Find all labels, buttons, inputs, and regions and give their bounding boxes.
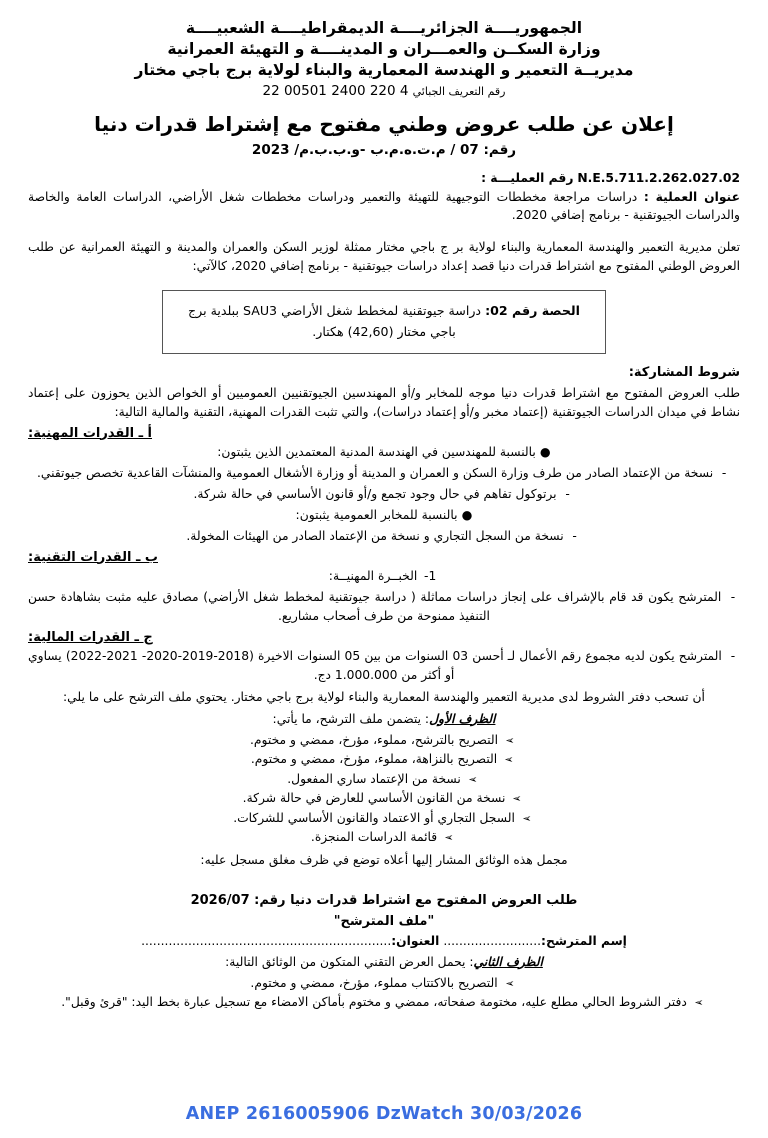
address-label: العنوان: (391, 933, 440, 948)
withdrawal-paragraph: أن تسحب دفتر الشروط لدى مديرية التعمير والهندسة المعمارية والبناء لولاية برج باجي مختار. يحتوي ملف الترشح على ما يلي: (63, 689, 705, 704)
list-item (28, 809, 740, 829)
dash-icon: - (572, 528, 577, 543)
envelope-one-label: الظرف الأول (429, 711, 496, 726)
list-item (28, 506, 740, 525)
list-item-label: التصريح بالنزاهة، مملوء، مؤرخ، ممضي و مختوم. (250, 752, 498, 766)
dash-icon: - (565, 486, 570, 501)
envelope-one-heading (28, 710, 740, 729)
envelope-two-intro: : يحمل العرض التقني المتكون من الوثائق التالية: (225, 954, 474, 969)
list-item (28, 567, 740, 586)
operation-number-value: N.E.5.711.2.262.027.02 (577, 171, 740, 185)
intro-paragraph: تعلن مديرية التعمير والهندسة المعمارية والبناء لولاية بر ج باجي مختار ممثلة لوزير السكن والعمران والمدينة و التهيئة العمرانية عن طلب العروض الوطني المفتوح مع اشتراط قدرات دنيا قصد إعداد دراسات جيوتقنية - برنامج إضافي 2020، كالآتي: (28, 239, 740, 273)
list-item-label: نسخة من الإعتماد ساري المفعول. (287, 771, 461, 786)
ministry-line: وزارة السكــن والعمـــران و المدينــــة و التهيئة العمرانية (167, 40, 601, 58)
professional-capacities-heading: أ ـ القدرات المهنية: (28, 425, 153, 441)
arrow-bullet-icon: ➢ (444, 831, 454, 844)
envelope-label-block (28, 890, 740, 932)
list-item-label: بالنسبة للمخابر العمومية يثبتون: (295, 507, 458, 522)
candidate-name-dots: ......................... (443, 933, 542, 948)
envelope-label-line1: طلب العروض المفتوح مع اشتراط قدرات دنيا رقم: 2026/07 (190, 892, 578, 908)
lot-box (162, 290, 606, 354)
list-item-label: برتوكول تفاهم في حال وجود تجمع و/أو قانون الأساسي في حالة شركة. (193, 486, 557, 501)
list-item-label: نسخة من القانون الأساسي للعارض في حالة شركة. (242, 791, 506, 805)
lot-label: الحصة رقم 02: (485, 302, 580, 318)
operation-number-line (28, 170, 740, 188)
dash-icon: - (730, 648, 736, 663)
list-item (28, 464, 740, 483)
list-item (28, 750, 740, 770)
list-item-label: التصريح بالترشح، مملوء، مؤرخ، ممضي و مختوم. (250, 732, 499, 747)
participation-paragraph: طلب العروض المفتوح مع اشتراط قدرات دنيا موجه للمخابر و/أو المهندسين الجيوتقنيين العموميين أو الخواص الذين يحوزون على إعتماد نشاط في ميدان الدراسات الجيوتقنية (إعتماد مخبر و/أو إعتماد دراسات)، والتي تثبت القدرات المهنية، التقنية والمالية التالية: (28, 385, 740, 419)
fiscal-id-line (28, 82, 740, 101)
list-item-label: المترشح يكون لديه مجموع رقم الأعمال لـ أحسن 03 السنوات من بين 05 السنوات الاخيرة (2018-2019-2020- 2021-2022) يساوي أو أكثر من 1.000.000 دج. (28, 648, 722, 682)
professional-sub-list-2 (28, 527, 740, 546)
envelope-two-label: الظرف الثاني (473, 954, 543, 969)
arrow-bullet-icon: ➢ (522, 811, 532, 825)
arrow-bullet-icon: ➢ (505, 733, 515, 747)
operation-number-label: رقم العمليـــة : (481, 171, 574, 185)
bullet-dot-icon: ● (461, 507, 473, 522)
republic-line: الجمهوريــــة الجزائريــــة الديمقراطيــــة الشعبيــــة (185, 19, 583, 37)
bullet-dot-icon: ● (539, 444, 551, 459)
fiscal-id-label: رقم التعريف الجبائي (412, 85, 506, 98)
envelope-one-intro: : يتضمن ملف الترشح، ما يأتي: (272, 711, 430, 726)
list-item-label: نسخة من السجل التجاري و نسخة من الإعتماد الصادر من الهيئات المخولة. (186, 528, 564, 543)
list-item (28, 828, 740, 848)
list-item-label: التصريح بالاكتتاب مملوء، مؤرخ، ممضي و مختوم. (250, 975, 498, 990)
technical-sub-list (28, 588, 740, 626)
envelope-two-heading (28, 953, 740, 972)
arrow-bullet-icon: ➢ (694, 996, 704, 1009)
list-item-label: السجل التجاري أو الاعتماد والقانون الأساسي للشركات. (233, 810, 515, 825)
page-title: إعلان عن طلب عروض وطني مفتوح مع إشتراط قدرات دنيا (94, 112, 674, 136)
list-item-label: بالنسبة للمهندسين في الهندسة المدنية المعتمدين الذين يثبتون: (217, 444, 536, 459)
financial-capacities-list (28, 647, 740, 685)
list-item (28, 731, 740, 751)
list-item-label: المترشح يكون قد قام بالإشراف على إنجاز دراسات مماثلة ( دراسة جيوتقنية لمخطط شغل الأراضي) مصادق عليه مثبت بشاهادة حسن التنفيذ ممنوحة من طرف أصحاب مشاريع. (28, 589, 722, 623)
masthead (28, 18, 740, 101)
operation-title-value: دراسات مراجعة مخططات التوجيهية للتهيئة والتعمير ودراسات مخططات شغل الأراضي، الدراسات العامة والخاصة والدراسات الجيوتقنية - برنامج إضافي 2020. (28, 189, 740, 222)
list-item (28, 443, 740, 462)
list-item-label: دفتر الشروط الحالي مطلع عليه، مختومة صفحاته، ممضي و مختوم بأماكن الامضاء مع تسجيل عبارة بخط اليد: "قرئ وقبل". (61, 995, 687, 1009)
list-item (28, 993, 740, 1013)
list-item (28, 647, 740, 685)
page-subtitle: رقم: 07 / م.ت.ه.م.ب -و.ب.ب.م/ 2023 (251, 142, 517, 158)
arrow-bullet-icon: ➢ (512, 792, 522, 805)
professional-sub-list-1 (28, 464, 740, 504)
list-item (28, 588, 740, 626)
financial-capacities-heading: ج ـ القدرات المالية: (28, 629, 153, 645)
list-item (28, 789, 740, 809)
candidate-identity-line (28, 932, 740, 950)
envelope-one-closing: مجمل هذه الوثائق المشار إليها أعلاه توضع في ظرف مغلق مسجل عليه: (200, 852, 568, 867)
list-item (28, 485, 740, 504)
envelope-two-list (28, 974, 740, 1013)
spacer (28, 870, 740, 890)
arrow-bullet-icon: ➢ (504, 753, 514, 766)
professional-capacities-list (28, 443, 740, 462)
list-item-label: الخبــرة المهنيــة: (328, 568, 418, 583)
anep-footer: ANEP 2616005906 DzWatch 30/03/2026 (185, 1104, 583, 1124)
list-item-label: نسخة من الإعتماد الصادر من طرف وزارة السكن و العمران و المدينة أو وزارة الأشغال العمومية والمنشآت القاعدية تخصص جيوتقني. (36, 465, 714, 480)
dash-icon: - (730, 589, 736, 604)
list-number: 1- (424, 568, 437, 583)
technical-capacities-heading: ب ـ القدرات التقنية: (28, 549, 158, 565)
reference-block (28, 170, 740, 225)
list-item-label: قائمة الدراسات المنجزة. (310, 830, 438, 844)
professional-capacities-list-2 (28, 506, 740, 525)
operation-title-label: عنوان العملية : (643, 189, 740, 204)
list-item (28, 770, 740, 790)
participation-heading: شروط المشاركة: (628, 364, 740, 380)
technical-capacities-list (28, 567, 740, 586)
address-dots: ................................................................ (141, 933, 392, 948)
lot-description: دراسة جيوتقنية لمخطط شغل الأراضي SAU3 ببلدية برج باجي مختار (42,60) هكتار. (188, 302, 482, 339)
dash-icon: - (721, 465, 727, 480)
list-item (28, 527, 740, 546)
operation-title-line (28, 188, 740, 225)
arrow-bullet-icon: ➢ (468, 772, 478, 786)
arrow-bullet-icon: ➢ (504, 976, 515, 990)
envelope-one-list (28, 731, 740, 848)
envelope-label-line2: "ملف المترشح" (333, 913, 435, 929)
candidate-name-label: إسم المترشح: (541, 933, 627, 948)
directorate-line: مديريــة التعمير و الهندسة المعمارية والبناء لولاية برج باجي مختار (134, 61, 634, 79)
fiscal-id-value: 22 00501 2400 220 4 (262, 83, 409, 99)
list-item (28, 974, 740, 994)
lot-box-wrapper (28, 290, 740, 354)
